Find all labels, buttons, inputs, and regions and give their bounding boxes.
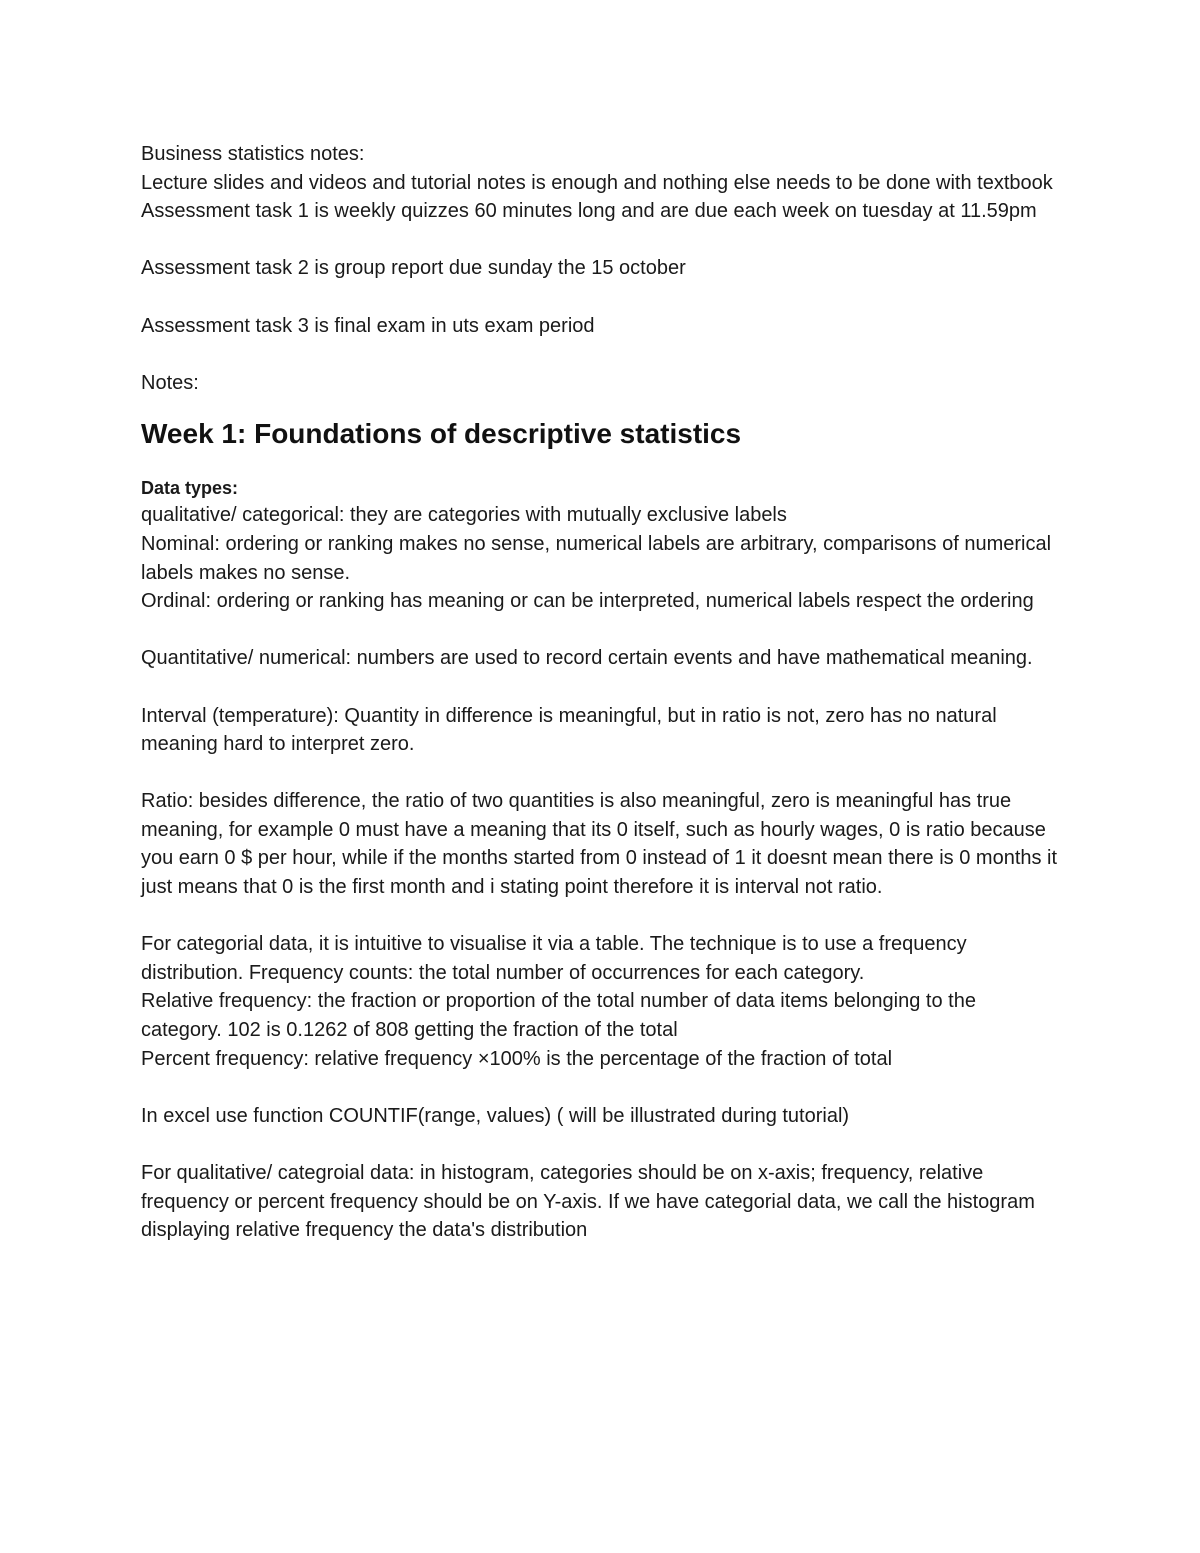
body-line: Nominal: ordering or ranking makes no sense, numerical labels are arbitrary, comparisons of numerical labels makes no sense. [141,532,1052,584]
body-line: For qualitative/ categroial data: in histogram, categories should be on x-axis; frequency, relative frequency or percent frequency should be on Y-axis. If we have categorial data, we call the histogram displaying relative frequency the data's distribution [141,1162,1035,1242]
blank-line [141,616,1061,645]
intro-line: Notes: [141,371,199,394]
body-line: Ratio: besides difference, the ratio of two quantities is also meaningful, zero is meaningful has true meaning, for example 0 must have a meaning that its 0 itself, such as hourly wages, 0 is ratio because you earn 0 $ per hour, while if the months started from 0 instead of 1 it doesnt mean there is 0 months it just means that 0 is the first month and i stating point therefore it is interval not ratio. [141,790,1058,899]
intro-line: Assessment task 2 is group report due sunday the 15 october [141,257,686,280]
body-line: For categorial data, it is intuitive to visualise it via a table. The technique is to use a frequency distribution. Frequency counts: the total number of occurrences for each category. [141,933,967,984]
body-line: qualitative/ categorical: they are categories with mutually exclusive labels [141,504,787,527]
blank-line [141,226,1061,255]
blank-line [141,1073,1061,1102]
blank-line [141,283,1061,312]
body-line: Relative frequency: the fraction or proportion of the total number of data items belonging to the category. 102 is 0.1262 of 808 getting the fraction of the total [141,990,976,1042]
blank-line [141,1130,1061,1159]
intro-line: Business statistics notes: [141,143,365,165]
intro-line: Assessment task 3 is final exam in uts exam period [141,314,595,337]
body-line: In excel use function COUNTIF(range, values) ( will be illustrated during tutorial) [141,1104,850,1127]
section-subheading: Data types: [141,478,239,499]
body-line: Quantitative/ numerical: numbers are used to record certain events and have mathematical meaning. [141,647,1033,670]
body-line: Interval (temperature): Quantity in difference is meaningful, but in ratio is not, zero has no natural meaning hard to interpret zero. [141,704,997,756]
body-line: Ordinal: ordering or ranking has meaning or can be interpreted, numerical labels respect the ordering [141,590,1034,613]
blank-line [141,902,1061,931]
body-line: Percent frequency: relative frequency ×100% is the percentage of the fraction of total [141,1047,893,1070]
intro-line: Assessment task 1 is weekly quizzes 60 minutes long and are due each week on tuesday at 11.59pm [141,200,1037,223]
document-page [141,140,1061,1245]
section-heading: Week 1: Foundations of descriptive statistics [141,418,742,450]
blank-line [141,673,1061,702]
blank-line [141,340,1061,369]
intro-line: Lecture slides and videos and tutorial notes is enough and nothing else needs to be done with textbook [141,171,1053,194]
blank-line [141,759,1061,788]
